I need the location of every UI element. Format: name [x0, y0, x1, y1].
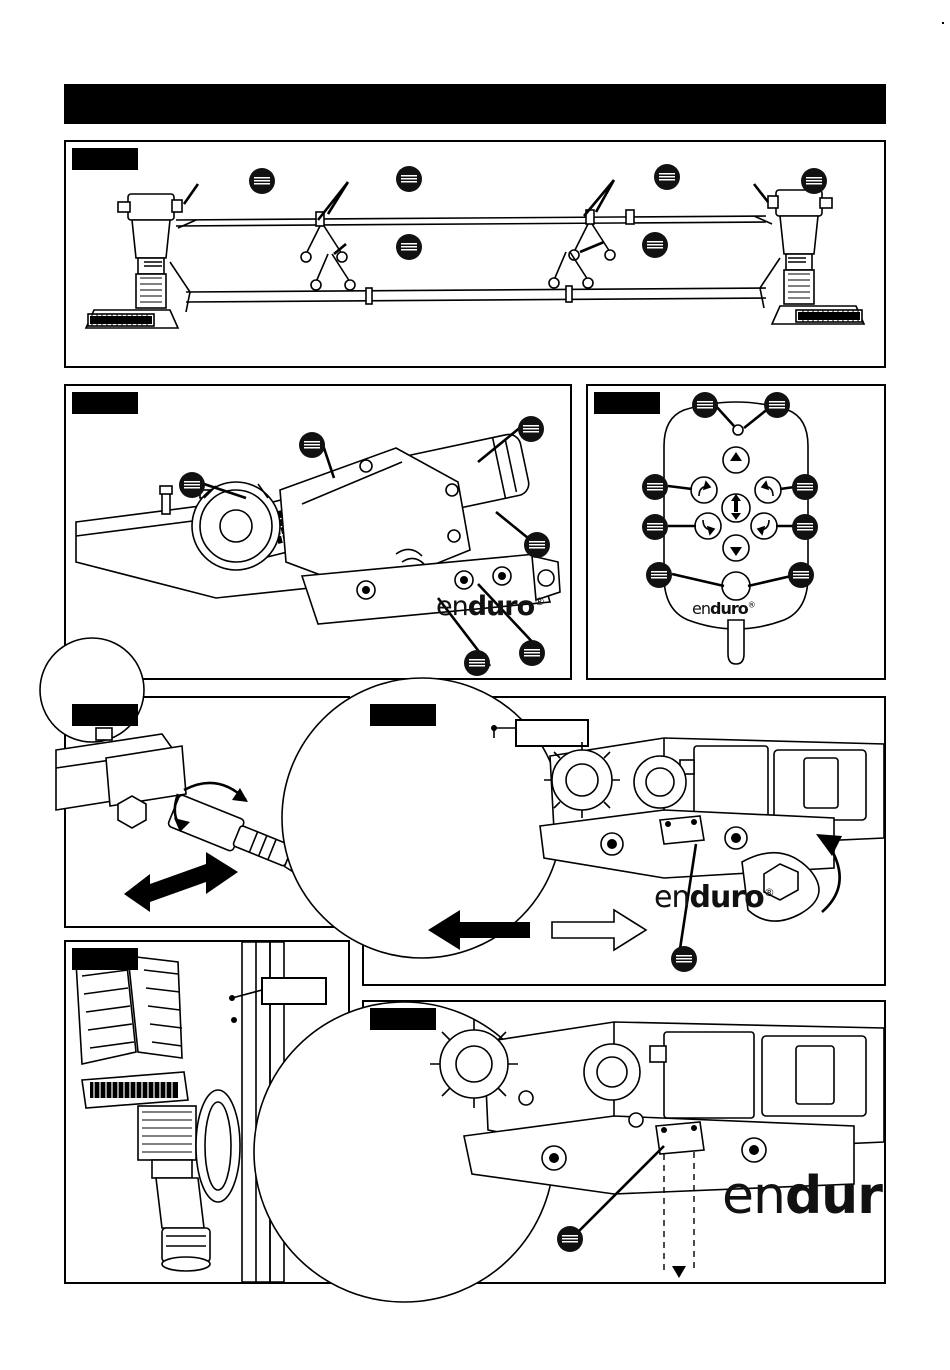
callout-bullet — [654, 164, 680, 190]
callout-bullet — [519, 640, 545, 666]
callout-bullet — [464, 650, 490, 676]
brand-registered: ® — [534, 595, 545, 608]
brand-registered: ® — [763, 886, 774, 899]
brand-wordmark — [436, 591, 544, 622]
callout-bullet — [179, 472, 205, 498]
callout-bullet — [557, 1226, 583, 1252]
panel-7 — [362, 1000, 886, 1284]
panel-1 — [64, 140, 886, 368]
panel-1-tag — [72, 148, 138, 170]
callout-bullet — [801, 168, 827, 194]
callout-bullet — [792, 514, 818, 540]
callout-bullet — [642, 514, 668, 540]
page-corner-mark — [942, 22, 944, 24]
callout-bullet — [646, 562, 672, 588]
brand-light: en — [722, 1166, 785, 1226]
panel-5 — [362, 696, 886, 986]
panel-3-tag — [594, 392, 660, 414]
page-title-bar — [64, 84, 886, 124]
brand-light: en — [692, 599, 710, 618]
panel-3-figure — [588, 386, 884, 678]
callout-bullet — [692, 392, 718, 418]
callout-bullet — [396, 234, 422, 260]
callout-bullet — [249, 168, 275, 194]
callout-bullet — [524, 532, 550, 558]
brand-light: en — [436, 591, 468, 622]
callout-bullet — [764, 392, 790, 418]
callout-bullet — [642, 232, 668, 258]
panel-5-tag — [370, 704, 436, 726]
panel-7-tag — [370, 1008, 436, 1030]
callout-bullet — [396, 166, 422, 192]
brand-registered: ® — [747, 600, 755, 610]
panel-7-figure — [364, 1002, 884, 1282]
panel-3 — [586, 384, 886, 680]
brand-wordmark-truncated — [722, 1166, 882, 1226]
callout-bullet — [518, 416, 544, 442]
brand-bold: duro — [709, 599, 748, 618]
panel-2 — [64, 384, 572, 680]
brand-wordmark-remote — [692, 599, 755, 618]
brand-light: en — [654, 880, 690, 915]
callout-bullet — [792, 474, 818, 500]
brand-bold: duro — [689, 880, 764, 915]
panel-6-tag — [72, 948, 138, 970]
panel-5-figure — [364, 698, 884, 984]
panel-4-tag — [72, 704, 138, 726]
callout-bullet — [299, 432, 325, 458]
callout-bullet — [788, 562, 814, 588]
panel-2-figure — [66, 386, 570, 678]
callout-bullet — [671, 946, 697, 972]
panel-2-tag — [72, 392, 138, 414]
callout-bullet — [642, 474, 668, 500]
brand-bold: duro — [467, 591, 535, 622]
panel-1-figure — [66, 142, 884, 366]
brand-bold: dur — [784, 1166, 882, 1226]
brand-wordmark-coupling — [654, 880, 774, 915]
